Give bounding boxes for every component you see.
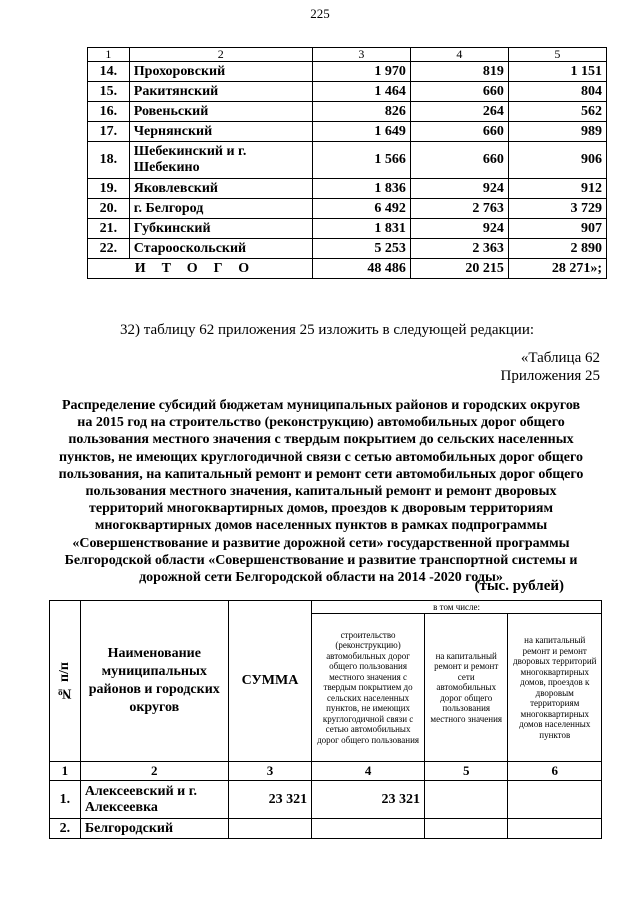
value-col5: 912: [508, 179, 606, 199]
table-row: [88, 122, 607, 142]
units-label: (тыс. рублей): [474, 578, 564, 594]
value-col4: 264: [410, 102, 508, 122]
table-header-row: [88, 48, 607, 62]
district-name: Чернянский: [129, 122, 312, 142]
value-col3: 6 492: [312, 199, 410, 219]
table-heading: Распределение субсидий бюджетам муниципальных районов и городских округов на 2015 год на строительство (реконструкцию) автомобильных дорог общего пользования местного значения с твердым покрытием до сельских населенных пунктов, не имеющих круглогодичной связи с сетью автомобильных дорог общего пользования, на капитальный ремонт и ремонт сети автомобильных дорог общего пользования местного значения, капитальный ремонт и ремонт дворовых территорий многоквартирных домов, проездов к дворовым территориям многоквартирных домов населенных пунктов в рамках подпрограммы «Совершенствование и развитие дорожной сети» государственной программы Белгородской области «Совершенствование и развитие транспортной системы и дорожной сети Белгородской области на 2014 -2020 годы»: [58, 398, 584, 586]
value-col5: 804: [508, 82, 606, 102]
row-number: 20.: [88, 199, 130, 219]
amendment-paragraph: 32) таблицу 62 приложения 25 изложить в следующей редакции:: [120, 322, 535, 338]
district-name: Яковлевский: [129, 179, 312, 199]
col-number: 3: [228, 762, 311, 781]
road-repair-value: [424, 781, 508, 819]
value-col3: 1 970: [312, 62, 410, 82]
col-number: 5: [424, 762, 508, 781]
row-number: 15.: [88, 82, 130, 102]
value-col3: 1 831: [312, 219, 410, 239]
subcol-road-repair: на капитальный ремонт и ремонт сети автомобильных дорог общего пользования местного значения: [424, 614, 508, 762]
value-col5: 3 729: [508, 199, 606, 219]
value-col3: 1 649: [312, 122, 410, 142]
value-col3: 1 464: [312, 82, 410, 102]
column-numbers-row: [50, 762, 602, 781]
value-col5: 989: [508, 122, 606, 142]
value-col3: 5 253: [312, 239, 410, 259]
bottom-table: [49, 600, 602, 839]
header-row-1: [50, 601, 602, 614]
row-number: 16.: [88, 102, 130, 122]
sum-value: 23 321: [228, 781, 311, 819]
value-col5: 1 151: [508, 62, 606, 82]
total-row: [88, 259, 607, 279]
value-col5: 2 890: [508, 239, 606, 259]
table-title-line2: Приложения 25: [500, 368, 600, 384]
table-row: [88, 102, 607, 122]
col-number: 6: [508, 762, 602, 781]
row-number: 22.: [88, 239, 130, 259]
table-row: [50, 781, 602, 819]
value-col5: 907: [508, 219, 606, 239]
table-title: [501, 349, 601, 385]
header-cell: 2: [129, 48, 312, 62]
table-row: [88, 219, 607, 239]
page-number: 225: [310, 6, 330, 21]
row-number: 18.: [88, 142, 130, 179]
value-col3: 826: [312, 102, 410, 122]
row-number: 1.: [50, 781, 81, 819]
district-name: Алексеевский и г. Алексеевка: [80, 781, 228, 819]
value-col3: 1 566: [312, 142, 410, 179]
col-number: 1: [50, 762, 81, 781]
total-col3: 48 486: [312, 259, 410, 279]
row-number: 21.: [88, 219, 130, 239]
value-col4: 660: [410, 142, 508, 179]
value-col5: 562: [508, 102, 606, 122]
district-name: Прохоровский: [129, 62, 312, 82]
value-col4: 660: [410, 122, 508, 142]
district-name: Губкинский: [129, 219, 312, 239]
table-row: [88, 62, 607, 82]
value-col4: 924: [410, 179, 508, 199]
subcol-construction: строительство (реконструкцию) автомобильных дорог общего пользования местного значения с твердым покрытием до сельских населенных пунктов, не имеющих круглогодичной связи с сетью автомобильных дорог общего пользования: [312, 614, 425, 762]
district-name: Ракитянский: [129, 82, 312, 102]
value-col4: 2 763: [410, 199, 508, 219]
header-cell: 1: [88, 48, 130, 62]
header-cell: 4: [410, 48, 508, 62]
col-number: 2: [80, 762, 228, 781]
district-name: Ровеньский: [129, 102, 312, 122]
yard-repair-value: [508, 781, 602, 819]
table-row: [88, 199, 607, 219]
district-name: Старооскольский: [129, 239, 312, 259]
value-col4: 924: [410, 219, 508, 239]
construction-value: [312, 819, 425, 839]
row-number: 14.: [88, 62, 130, 82]
num-header-cell: [50, 601, 81, 762]
total-col4: 20 215: [410, 259, 508, 279]
total-col5: 28 271»;: [508, 259, 606, 279]
road-repair-value: [424, 819, 508, 839]
sum-value: [228, 819, 311, 839]
num-header: № п/п: [56, 661, 72, 701]
table-row: [50, 819, 602, 839]
col-number: 4: [312, 762, 425, 781]
including-header: в том числе:: [312, 601, 602, 614]
value-col3: 1 836: [312, 179, 410, 199]
name-header: Наименование муниципальных районов и городских округов: [80, 601, 228, 762]
district-name: Белгородский: [80, 819, 228, 839]
table-row: [88, 179, 607, 199]
table-title-line1: «Таблица 62: [520, 350, 600, 366]
yard-repair-value: [508, 819, 602, 839]
value-col4: 660: [410, 82, 508, 102]
subcol-yard-repair: на капитальный ремонт и ремонт дворовых территорий многоквартирных домов, проездов к дворовым территориям многоквартирных домов населенных пунктов: [508, 614, 602, 762]
table-row: [88, 142, 607, 179]
row-number: 2.: [50, 819, 81, 839]
header-cell: 5: [508, 48, 606, 62]
row-number: 17.: [88, 122, 130, 142]
top-table: [87, 47, 607, 279]
row-number: 19.: [88, 179, 130, 199]
table-row: [88, 239, 607, 259]
total-label: ИТОГО: [88, 259, 313, 279]
district-name: Шебекинский и г. Шебекино: [129, 142, 312, 179]
construction-value: 23 321: [312, 781, 425, 819]
value-col5: 906: [508, 142, 606, 179]
district-name: г. Белгород: [129, 199, 312, 219]
value-col4: 2 363: [410, 239, 508, 259]
sum-header: СУММА: [228, 601, 311, 762]
header-cell: 3: [312, 48, 410, 62]
value-col4: 819: [410, 62, 508, 82]
table-row: [88, 82, 607, 102]
